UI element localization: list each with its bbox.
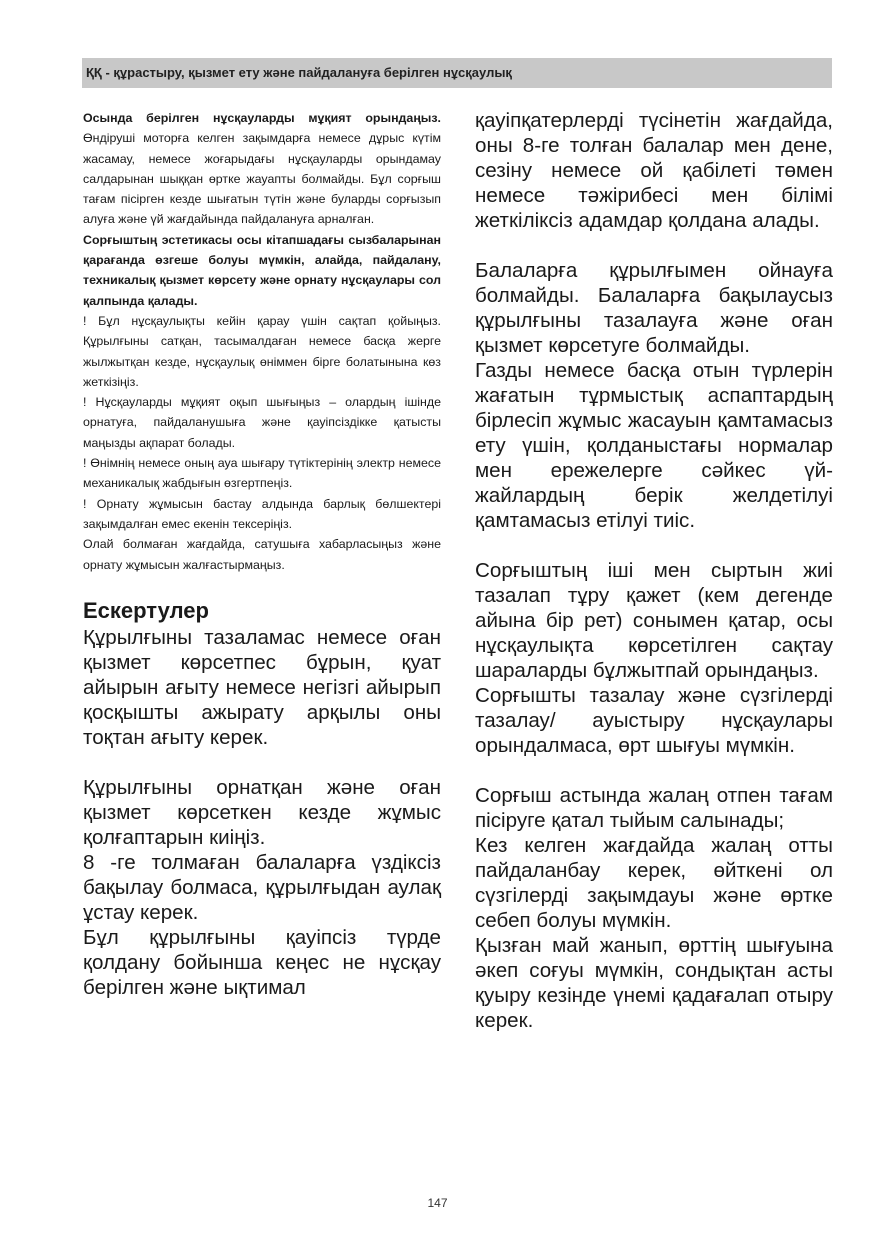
warnings-heading: Ескертулер [83,597,209,623]
intro-paragraph [83,108,441,230]
warning-fire-filters: Сорғышты тазалау және сүзгілерді тазалау/ ауыстыру нұсқаулары орындалмаса, өрт шығуы мүмкін. [475,684,833,757]
note-check-parts: ! Орнату жұмысын бастау алдында барлық бөлшектері зақымдалған емес екенін тексеріңіз. [83,496,441,531]
warning-hazards-continued: қауіпқатерлерді түсінетін жағдайда, оны 8-ге толған балалар мен дене, сезіну немесе ой қабілеті төмен немесе тәжірибесі мен білімі жеткіліксіз адамдар қолдана алады. [475,109,833,232]
page-number: 147 [427,1196,448,1210]
warning-safe-use: Бұл құрылғыны қауіпсіз түрде қолдану бойынша кеңес не нұсқау берілген және ықтимал [83,925,441,999]
note-keep-manual: ! Бұл нұсқаулықты кейін қарау үшін сақтап қойыңыз. Құрылғыны сатқан, тасымалдаған немесе басқа жерге жылжытқан кезде, нұсқаулық өніммен бірге болатынына көз жеткізіңіз. [83,313,441,389]
warning-hot-oil: Қызған май жанып, өрттің шығуына әкеп соғуы мүмкін, сондықтан асты қуыру кезінде үнемі қадағалап отыру керек. [475,934,833,1032]
note-contact-seller: Олай болмаған жағдайда, сатушыға хабарласыңыз және орнату жұмысын жалғастырмаңыз. [83,537,441,572]
intro-section [83,108,441,575]
warnings-right [475,108,833,1033]
page-header-bar [82,58,832,88]
right-column [475,108,833,1033]
left-column [83,108,441,1000]
intro-text: Өндіруші моторға келген зақымдарға немесе дұрыс күтім жасамау, немесе жоғарыдағы нұсқауларды орындамау салдарынан шыққан өртке жауапты болмайды. Бұл сорғыш тағам пісірген кезде шығатын түтін және буларды сорғызып алуға және үй жағдайында пайдалануға арналған. [83,131,441,227]
warning-ventilation: Газды немесе басқа отын түрлерін жағатын тұрмыстық аспаптардың бірлесіп жұмыс жасауын қамтамасыз ету үшін, қолданыстағы нормалар мен ережелерге сәйкес үй-жайлардың берік желдетілуі қамтамасыз етілуі тиіс. [475,359,833,532]
aesthetics-note: Сорғыштың эстетикасы осы кітапшадағы сызбаларынан қарағанда өзгеше болуы мүмкін, алайда, пайдалану, техникалық қызмет көрсету және орнату нұсқаулары сол қалпында қалады. [83,232,441,308]
warning-children-supervision: 8 -ге толмаған балаларға үздіксіз бақылау болмаса, құрылғыдан аулақ ұстау керек. [83,850,441,924]
header-title: ҚҚ - құрастыру, қызмет ету және пайдалануға берілген нұсқаулық [86,65,512,80]
warning-no-open-flame: Кез келген жағдайда жалаң отты пайдаланбау керек, өйткені ол сүзгілерді зақымдауы және өртке себеп болуы мүмкін. [475,834,833,932]
warnings-left [83,625,441,1000]
note-read-carefully: ! Нұсқауларды мұқият оқып шығыңыз – олардың ішінде орнатуға, пайдаланушыға және қауіпсіздікке қатысты маңызды ақпарат болады. [83,395,441,450]
warning-children-play: Балаларға құрылғымен ойнауға болмайды. Балаларға бақылаусыз құрылғыны тазалауға және оған қызмет көрсетуге болмайды. [475,259,833,357]
note-do-not-modify: ! Өнімнің немесе оның ауа шығару түтіктерінің электр немесе механикалық жабдығын өзгертпеңіз. [83,456,441,491]
warning-open-flame: Сорғыш астында жалаң отпен тағам пісіруге қатал тыйым салынады; [475,784,833,832]
warning-gloves: Құрылғыны орнатқан және оған қызмет көрсеткен кезде жұмыс қолғаптарын киіңіз. [83,775,441,849]
warning-disconnect: Құрылғыны тазаламас немесе оған қызмет көрсетпес бұрын, қуат айырын ағыту немесе негізгі айырып қосқышты ажырату арқылы оны тоқтан ағыту керек. [83,625,441,749]
intro-bold: Осында берілген нұсқауларды мұқият орындаңыз. [83,111,441,125]
warning-cleaning: Сорғыштың іші мен сыртын жиі тазалап тұру қажет (кем дегенде айына бір рет) сонымен қатар, осы нұсқаулықта көрсетілген сақтау шараларды бұлжытпай орындаңыз. [475,559,833,682]
